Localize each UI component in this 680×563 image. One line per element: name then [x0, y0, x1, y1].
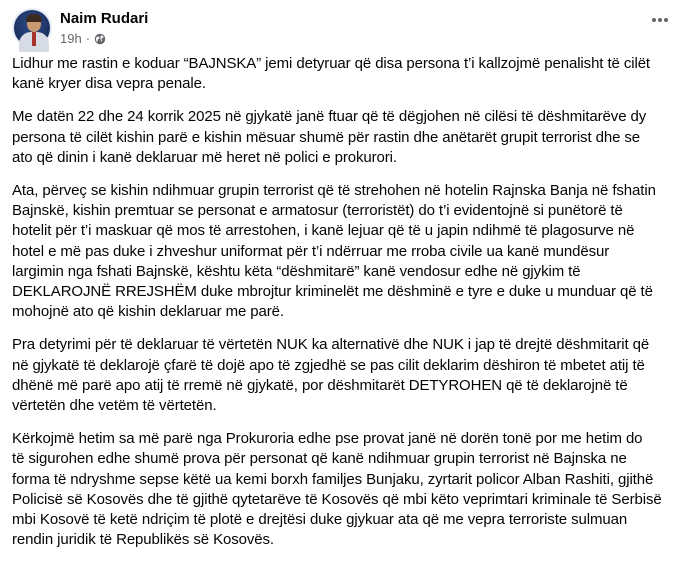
post-text [12, 54, 672, 563]
separator-dot: · [85, 31, 91, 46]
post-paragraph-5: Kërkojmë hetim sa më parë nga Prokuroria edhe pse provat janë në dorën tonë por me hetim do të sigurohen edhe shumë prova për personat që kanë ndihmuar grupin terrorist në Bajnska ne forma të ndryshme sepse këtë ua kemi borxh familjes Bunjaku, zyrtarit policor Alban Rashiti, gjithë Policisë së Kosovës dhe të gjithë qytetarëve të Kosovës që mbi këto veprimtari kriminale të Serbisë mbi Kosovë të ketë ndriçim të plotë e drejtësi duke gjykuar ata që me vepra terroriste sulmuan rendin juridik të Republikës së Kosovës. [12, 430, 662, 549]
post-paragraph-4: Pra detyrimi për të deklaruar të vërtetën NUK ka alternativë dhe NUK i jap të drejtë dëshmitarit që në gjykatë të deklarojë çfarë të dojë apo të zgjedhë se pas cilit deklarim dëshiron të mbetet atij të dhënë më parë apo atij të rremë në gjykatë, por dëshmitarët DETYROHEN që të deklarojnë të vërtetën dhe vetëm të vërtetën. [12, 336, 650, 415]
post-timestamp[interactable]: 19h [60, 31, 82, 46]
post-paragraph-2: Me datën 22 dhe 24 korrik 2025 në gjykatë janë ftuar që të dëgjohen në cilësi të dëshmitarëve dy persona të cilët kishin parë e kishin mësuar shumë për rastin dhe anëtarët grupit terrorist dhe se ato që dinin i kanë deklaruar më heret në polici e prokurori. [12, 108, 647, 166]
post-meta [60, 8, 148, 48]
more-options-button[interactable] [644, 4, 676, 36]
post-paragraph-1: Lidhur me rastin e koduar “BAJNSKA” jemi detyruar që disa persona t’i kallzojmë penalisht të cilët kanë kryer disa vepra penale. [12, 55, 650, 93]
avatar[interactable] [12, 8, 52, 48]
post-subline [60, 30, 148, 48]
avatar-tie [32, 32, 36, 46]
author-name[interactable]: Naim Rudari [60, 10, 149, 27]
avatar-hair [26, 14, 42, 22]
globe-icon[interactable] [94, 33, 106, 45]
post-paragraph-3: Ata, përveç se kishin ndihmuar grupin terrorist që të strehohen në hotelin Rajnska Banja në fshatin Bajnskë, kishin premtuar se personat e armatosur (terroristët) do t’i evidentojnë si punëtorë të hotelit për t’i maskuar që mos të arrestohen, i kanë lejuar që të u japin ndihmë të plagosurve në hotel e më pas duke i zhveshur uniformat për t’i ndërruar me rroba civile ua kanë mundësur largimin nga fshati Bajnskë, kështu këta “dëshmitarë” kanë vendosur edhe në gjykim të DEKLAROJNË RREJSHËM duke mbrojtur kriminelët me dëshminë e tyre e duke u munduar që të mohojnë ato që kishin deklaruar me parë. [12, 182, 656, 321]
post-header [12, 8, 668, 52]
more-horizontal-icon [650, 10, 670, 30]
